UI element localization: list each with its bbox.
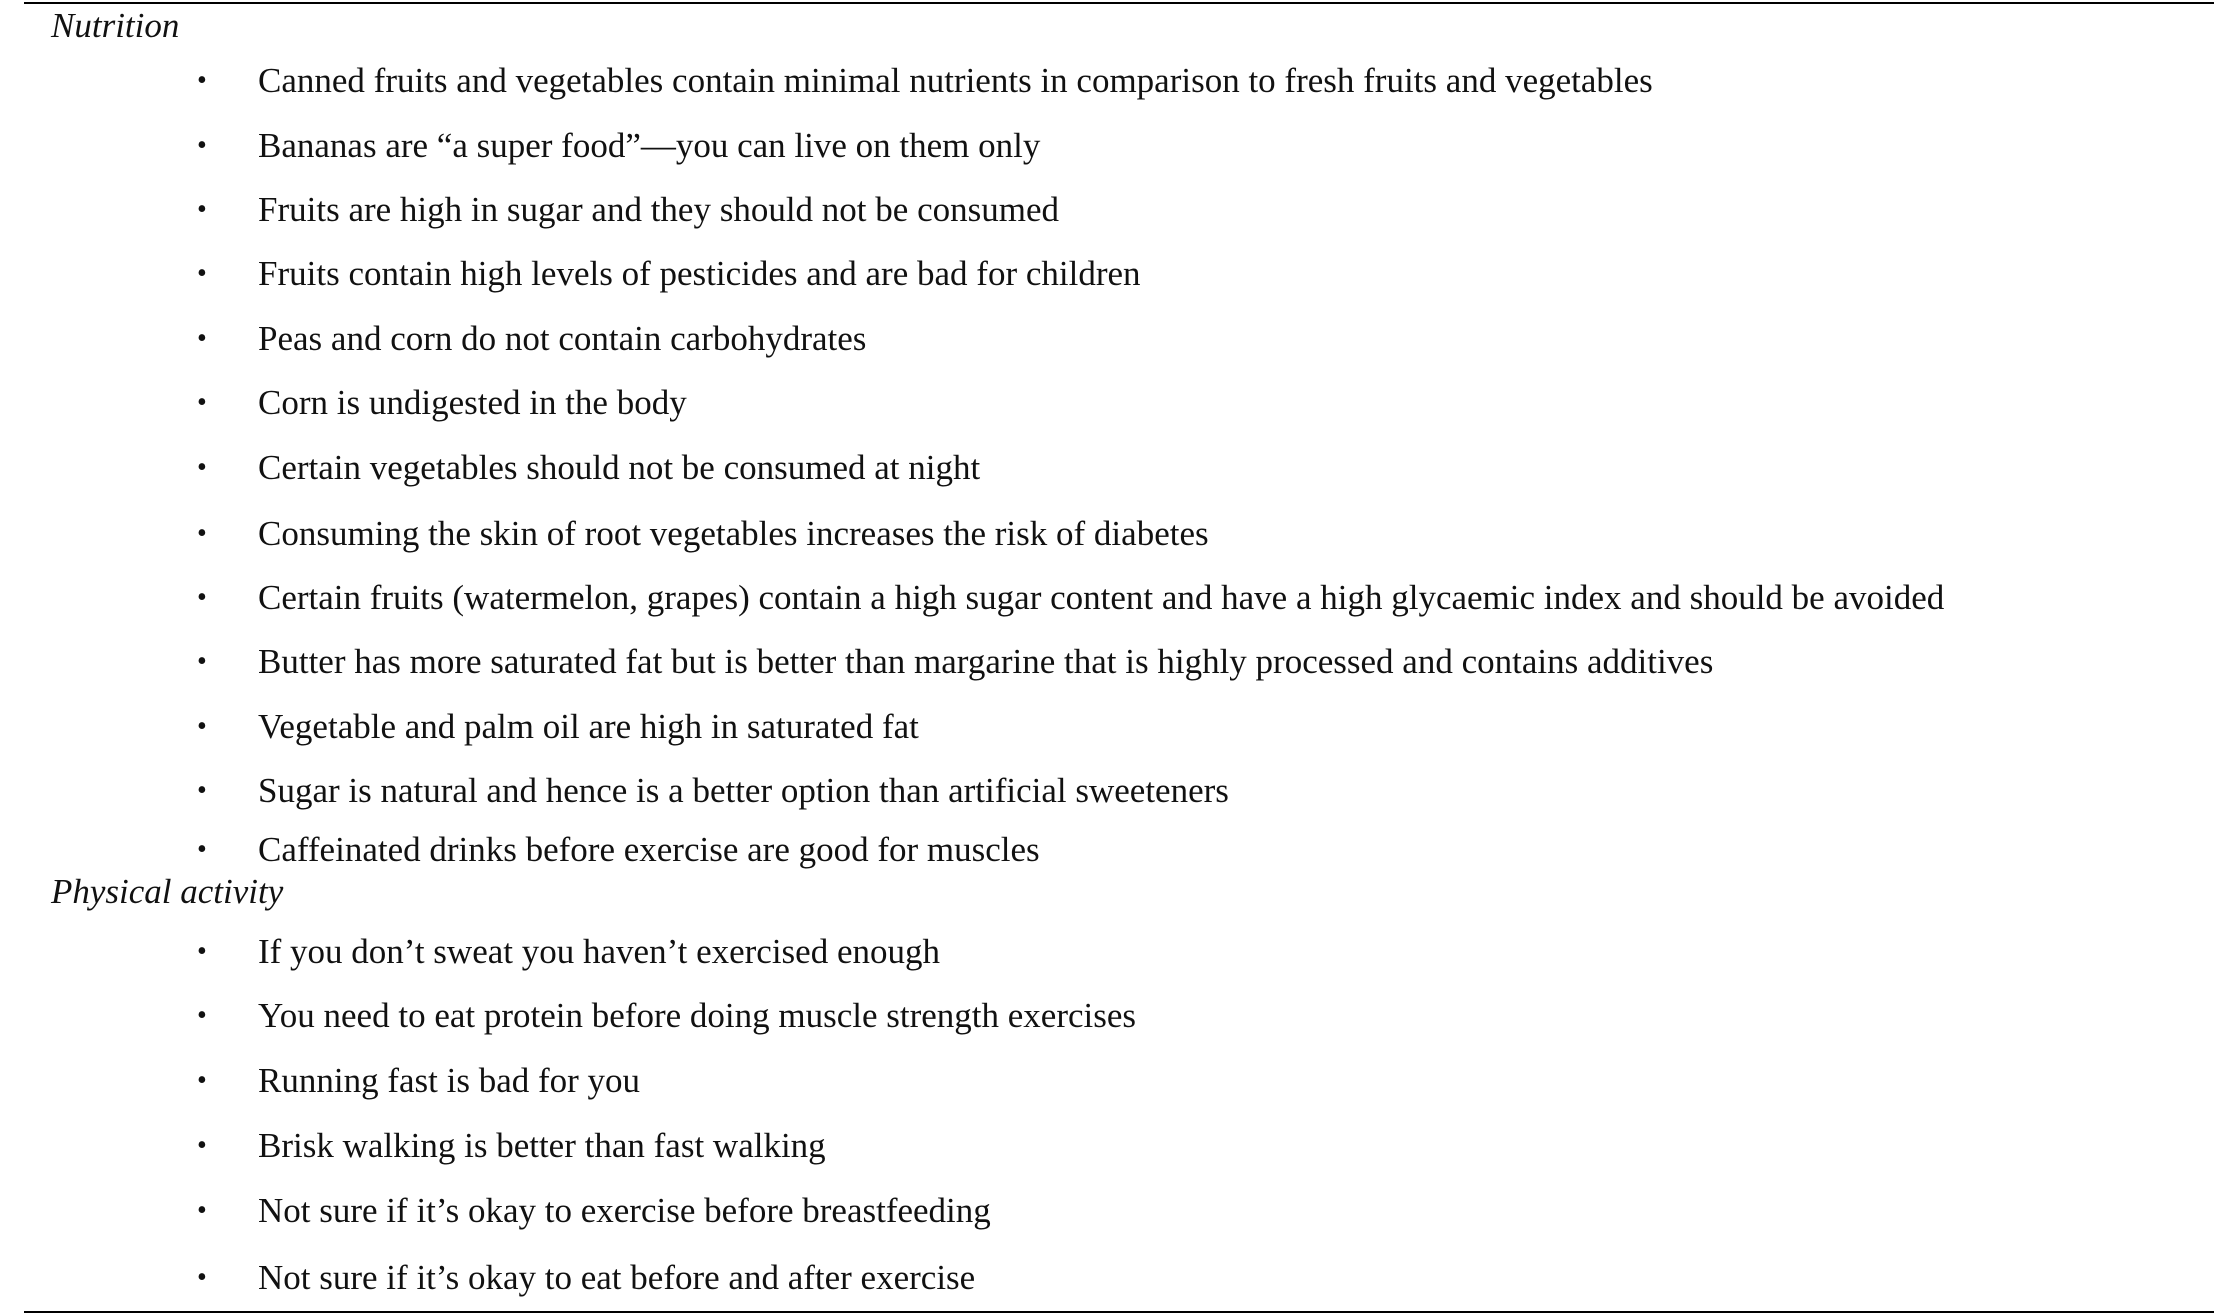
list-item <box>0 446 2214 490</box>
list-item <box>0 1124 2214 1168</box>
list-item <box>0 124 2214 168</box>
bullet-icon: • <box>197 130 207 161</box>
bullet-icon: • <box>197 646 207 677</box>
list-item-text: You need to eat protein before doing muscle strength exercises <box>258 996 1137 1035</box>
bullet-icon: • <box>197 936 207 967</box>
bullet-icon: • <box>197 258 207 289</box>
list-item <box>0 512 2214 556</box>
list-item <box>0 930 2214 974</box>
bullet-icon: • <box>197 1262 207 1293</box>
list-item-text: If you don’t sweat you haven’t exercised enough <box>258 932 940 971</box>
list-item-text: Sugar is natural and hence is a better option than artificial sweeteners <box>258 771 1229 810</box>
list-item <box>0 1256 2214 1300</box>
list-item <box>0 994 2214 1038</box>
list-item-text: Corn is undigested in the body <box>258 383 687 422</box>
list-item <box>0 576 2214 620</box>
list-item-text: Brisk walking is better than fast walking <box>258 1126 826 1165</box>
list-item-text: Bananas are “a super food”—you can live on them only <box>258 126 1041 165</box>
list-item-text: Vegetable and palm oil are high in saturated fat <box>258 707 919 746</box>
bullet-icon: • <box>197 65 207 96</box>
list-item <box>0 59 2214 103</box>
bullet-icon: • <box>197 194 207 225</box>
list-item <box>0 252 2214 296</box>
bullet-icon: • <box>197 775 207 806</box>
bullet-icon: • <box>197 711 207 742</box>
bullet-icon: • <box>197 1065 207 1096</box>
bullet-icon: • <box>197 518 207 549</box>
bullet-icon: • <box>197 452 207 483</box>
section-heading-physical-activity: Physical activity <box>51 872 284 911</box>
list-item-text: Canned fruits and vegetables contain minimal nutrients in comparison to fresh fruits and vegetables <box>258 61 1653 100</box>
bullet-icon: • <box>197 387 207 418</box>
list-item <box>0 640 2214 684</box>
list-item-text: Butter has more saturated fat but is better than margarine that is highly processed and contains additives <box>258 642 1714 681</box>
bullet-icon: • <box>197 323 207 354</box>
bullet-icon: • <box>197 582 207 613</box>
list-item <box>0 1059 2214 1103</box>
list-item <box>0 705 2214 749</box>
bullet-icon: • <box>197 834 207 865</box>
section-heading-nutrition: Nutrition <box>51 6 180 45</box>
list-item <box>0 769 2214 813</box>
list-item-text: Fruits are high in sugar and they should not be consumed <box>258 190 1059 229</box>
list-item-text: Peas and corn do not contain carbohydrates <box>258 319 867 358</box>
list-item <box>0 381 2214 425</box>
list-item-text: Certain vegetables should not be consumed at night <box>258 448 981 487</box>
list-item-text: Not sure if it’s okay to exercise before breastfeeding <box>258 1191 991 1230</box>
list-item <box>0 1189 2214 1233</box>
list-item-text: Running fast is bad for you <box>258 1061 641 1100</box>
list-item <box>0 828 2214 872</box>
list-item-text: Certain fruits (watermelon, grapes) contain a high sugar content and have a high glycaemic index and should be avoided <box>258 578 1945 617</box>
list-item-text: Not sure if it’s okay to eat before and after exercise <box>258 1258 976 1297</box>
table-top-rule <box>24 2 2214 4</box>
list-item-text: Fruits contain high levels of pesticides and are bad for children <box>258 254 1141 293</box>
bullet-icon: • <box>197 1195 207 1226</box>
list-item-text: Consuming the skin of root vegetables increases the risk of diabetes <box>258 514 1209 553</box>
bullet-icon: • <box>197 1130 207 1161</box>
bullet-icon: • <box>197 1000 207 1031</box>
list-item-text: Caffeinated drinks before exercise are good for muscles <box>258 830 1040 869</box>
list-item <box>0 317 2214 361</box>
list-item <box>0 188 2214 232</box>
table-bottom-rule <box>24 1311 2214 1313</box>
